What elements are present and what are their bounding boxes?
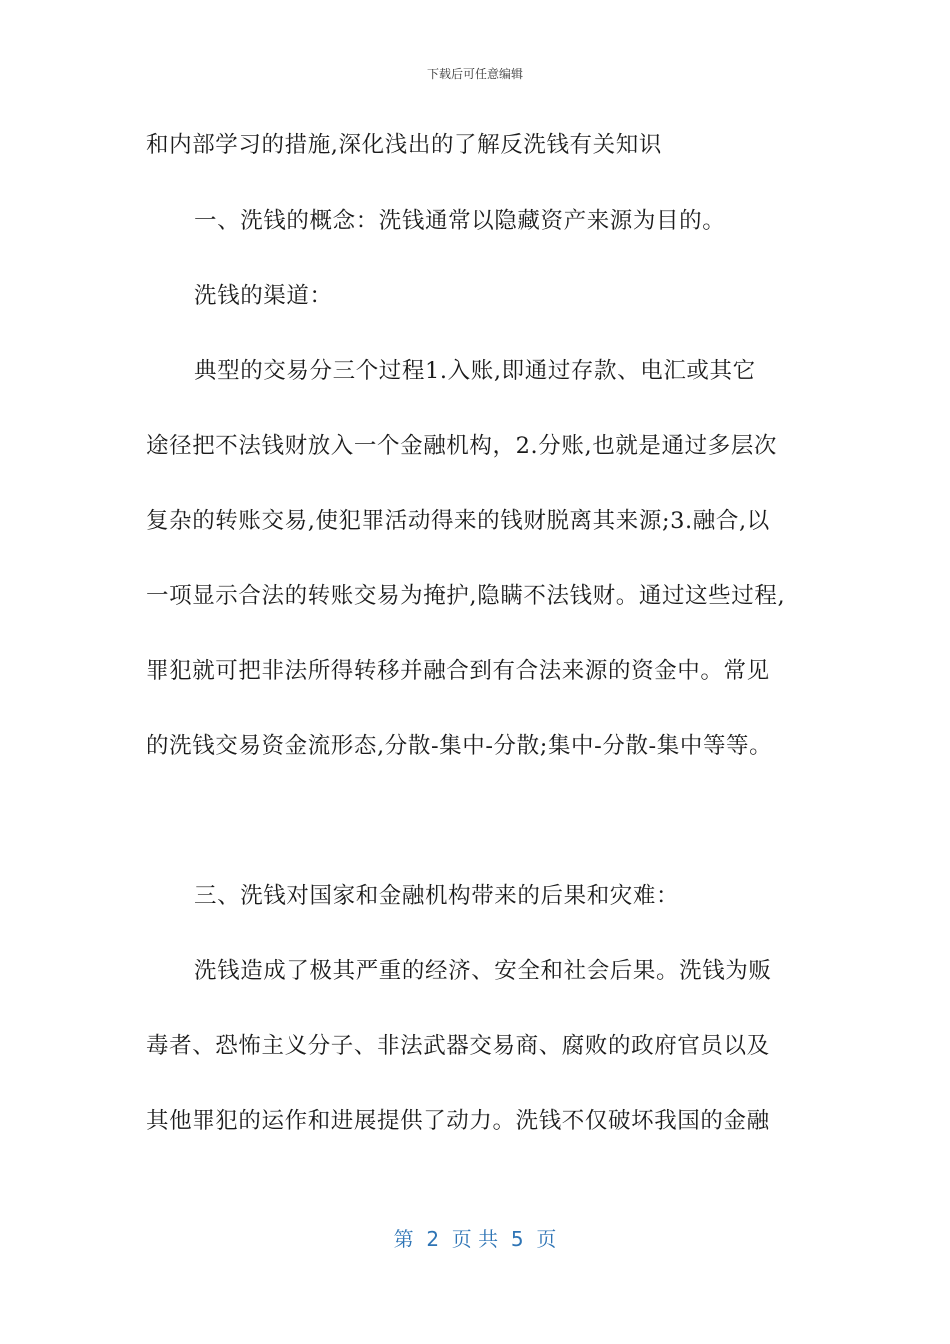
paragraph-line: 的洗钱交易资金流形态,分散-集中-分散;集中-分散-集中等等。 — [146, 733, 773, 759]
paragraph-line: 途径把不法钱财放入一个金融机构，2.分账,也就是通过多层次 — [146, 433, 778, 459]
paragraph-line: 一项显示合法的转账交易为掩护,隐瞒不法钱财。通过这些过程, — [146, 583, 786, 609]
page-header: 下载后可任意编辑 — [426, 67, 523, 81]
section-heading-money-laundering-concept: 一、洗钱的概念：洗钱通常以隐藏资产来源为目的。 — [194, 208, 726, 234]
paragraph-line: 典型的交易分三个过程1.入账,即通过存款、电汇或其它 — [194, 358, 756, 384]
paragraph-line: 洗钱造成了极其严重的经济、安全和社会后果。洗钱为贩 — [194, 958, 772, 984]
paragraph-line: 其他罪犯的运作和进展提供了动力。洗钱不仅破坏我国的金融 — [146, 1108, 770, 1134]
paragraph-line: 复杂的转账交易,使犯罪活动得来的钱财脱离其来源;3.融合,以 — [146, 508, 770, 534]
paragraph-line: 毒者、恐怖主义分子、非法武器交易商、腐败的政府官员以及 — [146, 1033, 770, 1059]
page-footer-page-number: 第 2 页 共 5 页 — [393, 1227, 557, 1251]
subheading-laundering-channels: 洗钱的渠道： — [194, 283, 333, 309]
body-line-continuation: 和内部学习的措施,深化浅出的了解反洗钱有关知识 — [146, 132, 662, 158]
paragraph-line: 罪犯就可把非法所得转移并融合到有合法来源的资金中。常见 — [146, 658, 770, 684]
section-heading-consequences: 三、洗钱对国家和金融机构带来的后果和灾难： — [194, 883, 680, 909]
